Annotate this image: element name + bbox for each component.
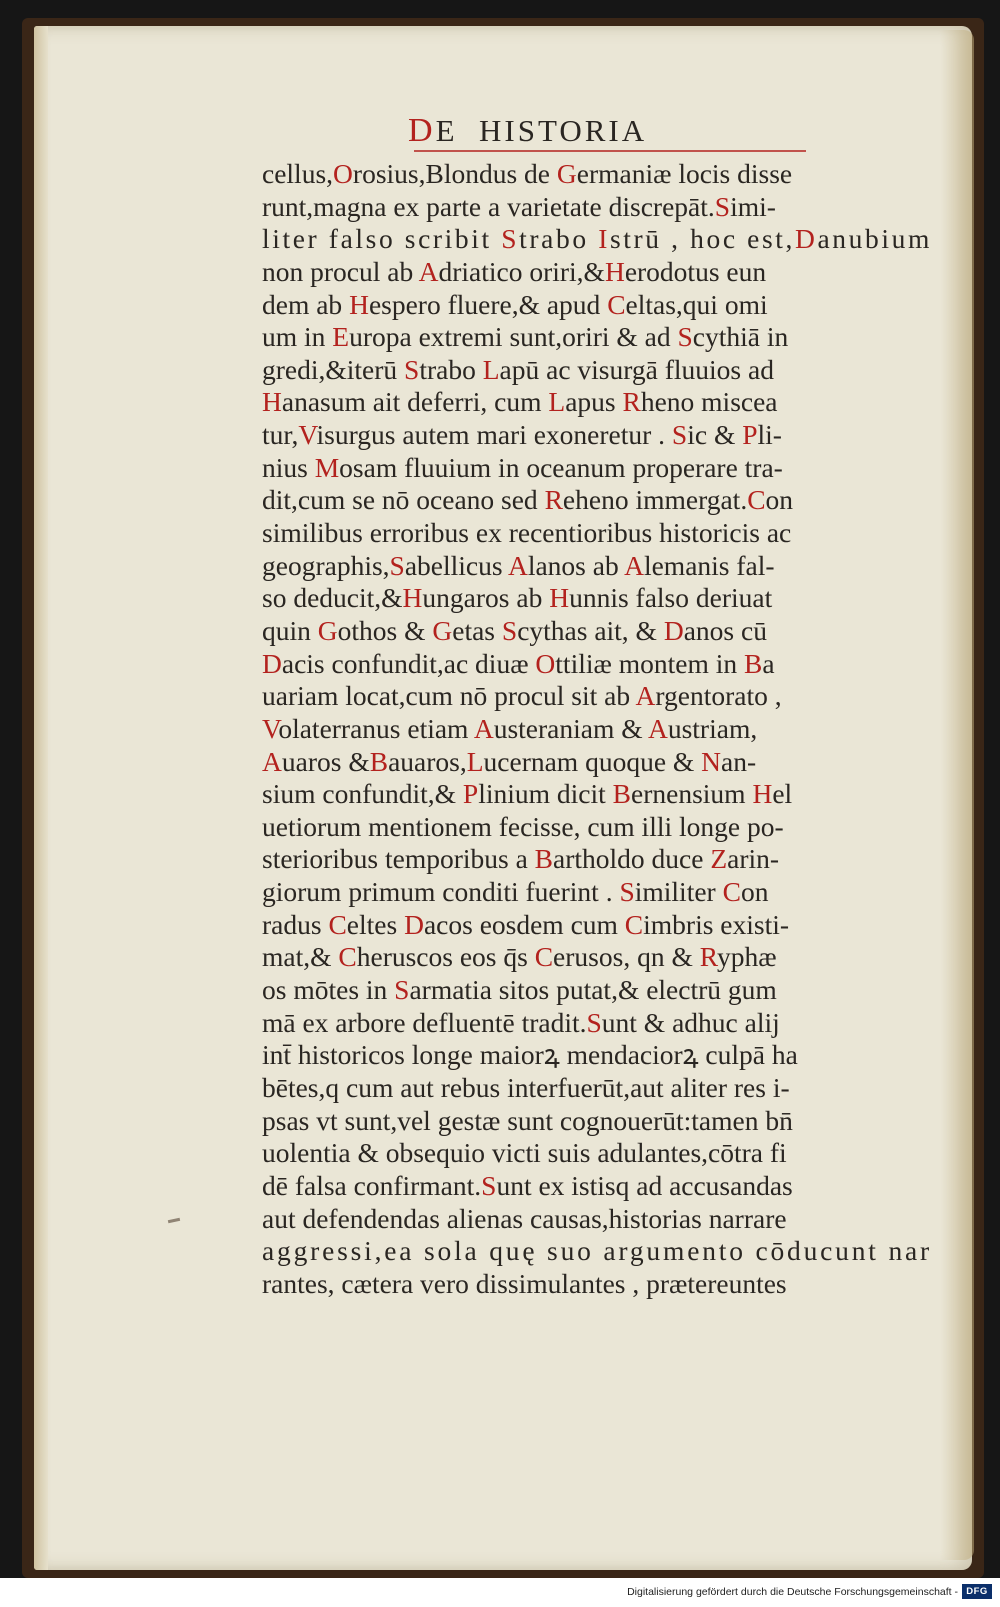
- text-run: mā ex arbore defluentē tradit.: [262, 1006, 587, 1038]
- text-run: anubium: [817, 223, 932, 255]
- page-stain: [940, 30, 974, 1560]
- text-run: sium confundit,&: [262, 778, 463, 810]
- text-run: quin: [262, 614, 318, 646]
- rubricated-initial: C: [328, 908, 347, 940]
- text-run: heruscos eos q̄s: [356, 941, 535, 973]
- rubricated-initial: S: [501, 223, 520, 255]
- text-line: [262, 582, 932, 615]
- rubricated-initial: I: [598, 223, 610, 255]
- text-run: abellicus: [404, 549, 508, 581]
- text-run: so deducit,&: [262, 582, 403, 614]
- text-run: geographis,: [262, 549, 390, 581]
- running-head-rule: [414, 150, 806, 152]
- text-run: on: [740, 876, 769, 908]
- rubricated-initial: C: [607, 288, 626, 320]
- text-run: cythas ait, &: [517, 614, 664, 646]
- text-line: [262, 1235, 932, 1268]
- rubricated-initial: L: [466, 745, 484, 777]
- text-run: cellus,: [262, 158, 334, 189]
- text-run: liter falso scribit: [262, 223, 502, 255]
- text-line: [262, 484, 932, 517]
- text-run: rantes, cætera vero dissimulantes , prætereuntes: [262, 1267, 787, 1299]
- text-run: apus: [565, 386, 623, 418]
- text-line: [262, 158, 932, 191]
- text-run: int̄ historicos longe maiorꝝ mendaciorꝝ culpā ha: [262, 1039, 798, 1071]
- text-line: [262, 648, 932, 681]
- rubricated-initial: A: [635, 680, 656, 712]
- rubricated-initial: S: [501, 614, 518, 646]
- text-line: [262, 843, 932, 876]
- text-line: [262, 778, 932, 811]
- rubricated-initial: V: [262, 712, 279, 744]
- text-run: anos cū: [683, 614, 767, 646]
- text-line: [262, 1105, 932, 1138]
- text-run: runt,magna ex parte a varietate discrepāt.: [262, 190, 715, 222]
- rubricated-initial: D: [794, 223, 818, 255]
- text-run: usteraniam &: [493, 712, 648, 744]
- text-line: [262, 517, 932, 550]
- text-run: a: [762, 647, 775, 679]
- rubricated-initial: D: [404, 908, 424, 940]
- footer-credit: Digitalisierung gefördert durch die Deutsche Forschungsgemeinschaft -: [627, 1586, 958, 1598]
- text-run: armatia sitos putat,& electrū gum: [409, 974, 777, 1006]
- rubricated-initial: E: [332, 321, 350, 353]
- text-run: imbris existi-: [643, 908, 790, 940]
- text-run: ermaniæ locis disse: [576, 158, 793, 189]
- text-run: el: [772, 778, 793, 810]
- rubricated-initial: S: [677, 321, 693, 353]
- rubricated-initial: B: [369, 745, 389, 777]
- rubricated-initial: A: [262, 745, 282, 777]
- text-line: [262, 321, 932, 354]
- text-run: uariam locat,cum nō procul sit ab: [262, 680, 636, 712]
- text-line: [262, 746, 932, 779]
- text-run: li-: [757, 419, 782, 451]
- rubricated-initial: S: [404, 353, 420, 385]
- text-run: rosius,Blondus de: [352, 158, 557, 189]
- rubricated-initial: O: [333, 158, 353, 189]
- text-run: non procul ab: [262, 255, 419, 287]
- text-line: [262, 1268, 932, 1301]
- text-run: uetiorum mentionem fecisse, cum illi longe po-: [262, 810, 784, 842]
- rubricated-initial: H: [549, 582, 570, 614]
- rubricated-initial: P: [462, 778, 479, 810]
- text-run: eltas,qui omi: [625, 288, 768, 320]
- text-run: an-: [721, 745, 757, 777]
- rubricated-initial: H: [604, 255, 625, 287]
- text-run: on: [765, 484, 794, 516]
- text-run: erodotus eun: [624, 255, 767, 287]
- rubricated-initial: C: [747, 484, 766, 516]
- text-line: [262, 680, 932, 713]
- text-run: sterioribus temporibus a: [262, 843, 535, 875]
- text-run: acos eosdem cum: [423, 908, 625, 940]
- text-run: uropa extremi sunt,oriri & ad: [349, 321, 678, 353]
- rubricated-initial: D: [663, 614, 684, 646]
- text-run: tur,: [262, 419, 299, 451]
- text-run: espero fluere,& apud: [368, 288, 608, 320]
- rubricated-initial: C: [624, 908, 644, 940]
- body-text: [262, 158, 932, 1300]
- text-line: [262, 615, 932, 648]
- text-run: lemanis fal-: [643, 549, 775, 581]
- text-run: heno miscea: [640, 386, 778, 418]
- text-run: apū ac visurgā fluuios ad: [499, 353, 774, 385]
- text-run: radus: [262, 908, 329, 940]
- text-line: [262, 1072, 932, 1105]
- rubricated-initial: S: [394, 974, 410, 1006]
- text-line: [262, 1039, 932, 1072]
- text-line: [262, 1137, 932, 1170]
- text-run: yphæ: [716, 941, 777, 973]
- text-run: ic &: [687, 419, 743, 451]
- rubricated-initial: H: [349, 288, 369, 320]
- rubricated-initial: H: [402, 582, 423, 614]
- running-head-text: E HISTORIA: [435, 113, 648, 148]
- text-run: giorum primum conditi fuerint .: [262, 876, 620, 908]
- text-run: unnis falso deriuat: [569, 582, 773, 614]
- rubricated-initial: L: [548, 386, 566, 418]
- text-line: [262, 550, 932, 583]
- rubricated-initial: L: [482, 353, 500, 385]
- text-run: arin-: [727, 843, 780, 875]
- text-run: unt ex istisq ad accusandas: [496, 1169, 793, 1201]
- text-line: [262, 354, 932, 387]
- text-run: similibus erroribus ex recentioribus historicis ac: [262, 517, 792, 549]
- text-run: dit,cum se nō oceano sed: [262, 484, 545, 516]
- rubricated-initial: H: [262, 386, 282, 418]
- rubricated-initial: A: [507, 549, 528, 581]
- rubricated-initial: M: [314, 451, 340, 483]
- running-head: [408, 112, 808, 152]
- text-run: eheno immergat.: [562, 484, 748, 516]
- text-line: [262, 876, 932, 909]
- text-run: unt & adhuc alij: [601, 1006, 780, 1038]
- text-line: [262, 811, 932, 844]
- rubricated-initial: D: [262, 647, 282, 679]
- text-run: nius: [262, 451, 315, 483]
- rubricated-initial: H: [752, 778, 773, 810]
- text-run: dē falsa confirmant.: [262, 1169, 482, 1201]
- text-run: eltes: [346, 908, 405, 940]
- text-run: erusos, qn &: [553, 941, 700, 973]
- text-run: ustriam,: [667, 712, 758, 744]
- text-line: [262, 386, 932, 419]
- rubricated-initial: A: [647, 712, 668, 744]
- text-line: [262, 223, 932, 256]
- text-run: cythiā in: [692, 321, 789, 353]
- text-line: [262, 289, 932, 322]
- text-line: [262, 191, 932, 224]
- text-run: acis confundit,ac diuæ: [281, 647, 536, 679]
- rubricated-initial: G: [432, 614, 453, 646]
- text-run: ttiliæ montem in: [555, 647, 744, 679]
- text-line: [262, 452, 932, 485]
- rubricated-initial: B: [534, 843, 554, 875]
- text-run: artholdo duce: [553, 843, 711, 875]
- text-run: bētes,q cum aut rebus interfuerūt,aut aliter res i-: [262, 1071, 790, 1103]
- rubricated-initial: S: [389, 549, 405, 581]
- text-run: os mōtes in: [262, 974, 395, 1006]
- text-run: um in: [262, 321, 333, 353]
- text-run: etas: [452, 614, 502, 646]
- text-run: aut defendendas alienas causas,historias narrare: [262, 1202, 787, 1234]
- text-run: uaros &: [281, 745, 370, 777]
- rubricated-initial: G: [317, 614, 338, 646]
- text-run: strū , hoc est,: [609, 223, 795, 255]
- rubricated-initial: Z: [710, 843, 728, 875]
- text-run: mat,&: [262, 941, 339, 973]
- text-line: [262, 941, 932, 974]
- text-line: [262, 713, 932, 746]
- rubricated-initial: A: [473, 712, 494, 744]
- text-run: osam fluuium in oceanum properare tra-: [339, 451, 783, 483]
- text-line: [262, 909, 932, 942]
- dfg-logo: DFG: [962, 1584, 992, 1599]
- text-line: [262, 1007, 932, 1040]
- rubricated-initial: R: [699, 941, 717, 973]
- text-run: ernensium: [631, 778, 753, 810]
- rubricated-initial: A: [418, 255, 439, 287]
- rubricated-initial: S: [619, 876, 635, 908]
- rubricated-initial: C: [338, 941, 357, 973]
- rubricated-initial: C: [534, 941, 554, 973]
- rubricated-initial: V: [298, 419, 317, 451]
- text-run: othos &: [337, 614, 433, 646]
- rubricated-initial: O: [535, 647, 556, 679]
- rubricated-initial: G: [556, 158, 577, 189]
- text-run: rgentorato ,: [655, 680, 782, 712]
- text-run: psas vt sunt,vel gestæ sunt cognouerūt:tamen bn̄: [262, 1104, 793, 1136]
- rubricated-initial: R: [622, 386, 641, 418]
- text-run: lanos ab: [527, 549, 625, 581]
- rubricated-initial: A: [624, 549, 644, 581]
- text-run: imi-: [730, 190, 776, 222]
- text-run: ungaros ab: [422, 582, 550, 614]
- text-run: dem ab: [262, 288, 350, 320]
- text-run: gredi,&iterū: [262, 353, 405, 385]
- rubricated-initial: B: [612, 778, 631, 810]
- text-line: [262, 1170, 932, 1203]
- text-run: trabo: [519, 223, 599, 255]
- text-line: [262, 1203, 932, 1236]
- text-line: [262, 419, 932, 452]
- rubricated-initial: S: [481, 1169, 497, 1201]
- rubricated-initial: P: [742, 419, 758, 451]
- rubricated-initial: S: [714, 190, 731, 222]
- text-run: olaterranus etiam: [278, 712, 474, 744]
- text-run: ucernam quoque &: [483, 745, 702, 777]
- rubricated-initial: B: [743, 647, 763, 679]
- text-run: imiliter: [634, 876, 723, 908]
- text-run: isurgus autem mari exoneretur .: [316, 419, 672, 451]
- text-run: aggressi,ea sola quę suo argumento cōducunt nar: [262, 1235, 932, 1267]
- text-run: trabo: [419, 353, 483, 385]
- text-line: [262, 974, 932, 1007]
- text-run: uolentia & obsequio victi suis adulantes,cōtra fi: [262, 1137, 787, 1169]
- text-run: anasum ait deferri, cum: [281, 386, 549, 418]
- rubricated-initial: S: [586, 1006, 602, 1038]
- text-run: linium dicit: [478, 778, 613, 810]
- rubricated-initial: R: [544, 484, 563, 516]
- page-gutter-edge: [34, 26, 48, 1570]
- rubricated-initial: S: [671, 419, 688, 451]
- rubricated-initial: C: [722, 876, 741, 908]
- text-run: driatico oriri,&: [438, 255, 605, 287]
- running-head-initial: D: [408, 112, 436, 149]
- text-line: [262, 256, 932, 289]
- rubricated-initial: N: [701, 745, 722, 777]
- text-run: auaros,: [388, 745, 467, 777]
